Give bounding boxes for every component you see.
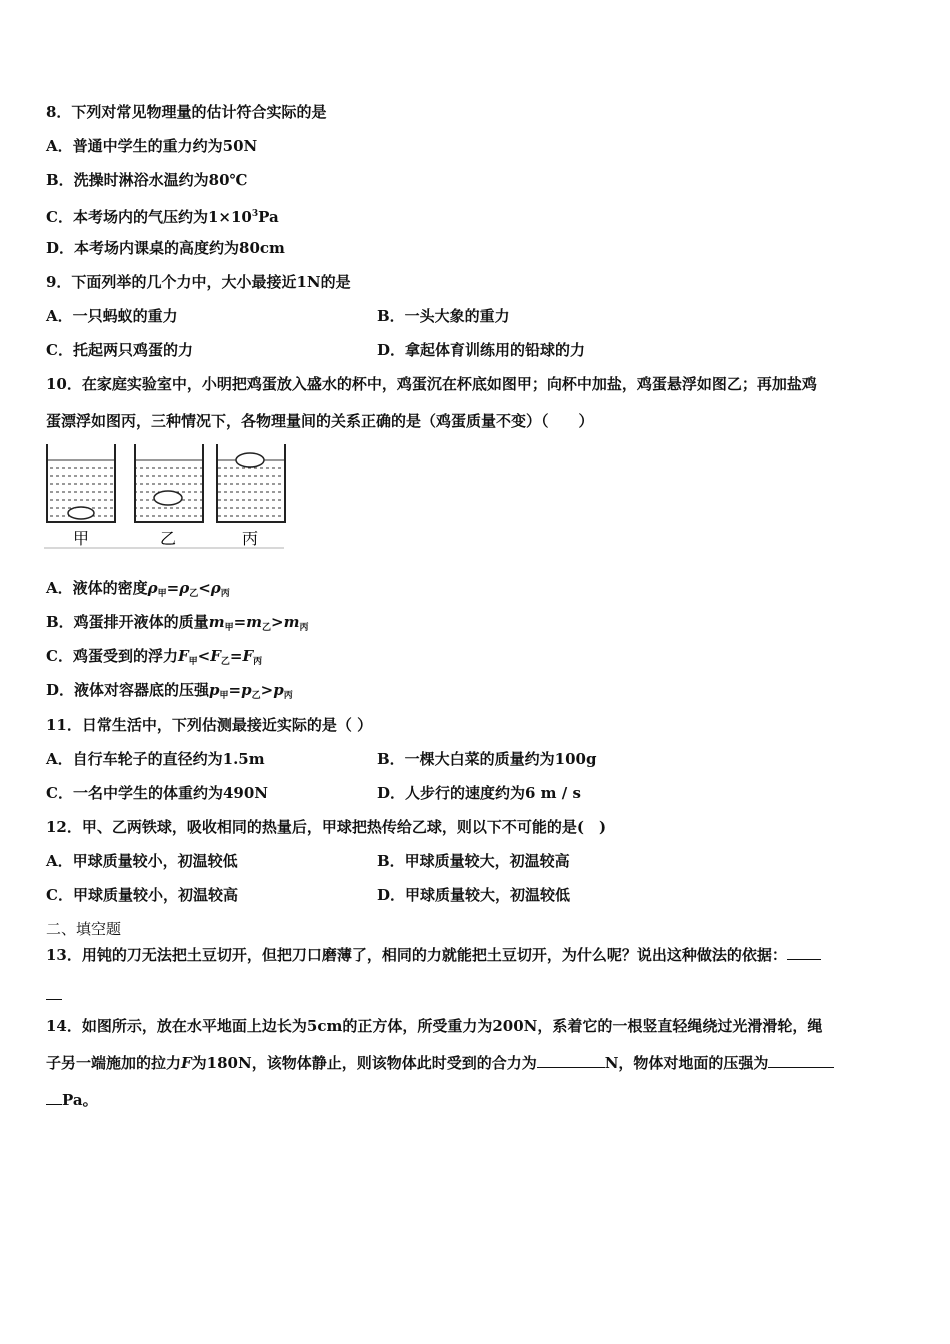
q10-d-text: D．液体对容器底的压强 bbox=[46, 681, 210, 699]
q10-d-sym2: p bbox=[241, 681, 252, 699]
q8-option-b: B．洗操时淋浴水温约为80℃ bbox=[46, 171, 248, 189]
q10-b-sub1: 甲 bbox=[224, 623, 234, 633]
q10-a-sym1: ρ bbox=[147, 579, 158, 597]
q10-c-sym3: F bbox=[242, 647, 254, 665]
q12-option-c: C．甲球质量较小，初温较高 bbox=[46, 886, 238, 904]
q10-a-sub2: 乙 bbox=[189, 589, 199, 599]
q10-c-sub2: 乙 bbox=[220, 657, 230, 667]
q10-c-text: C．鸡蛋受到的浮力 bbox=[46, 647, 178, 665]
q8-option-d: D．本考场内课桌的高度约为80cm bbox=[46, 239, 285, 257]
q14-line2 bbox=[46, 1053, 834, 1073]
q10-b-op2: > bbox=[271, 613, 284, 631]
q8-option-c bbox=[46, 204, 279, 227]
label-jia: 甲 bbox=[72, 529, 90, 548]
q10-d-sub1: 甲 bbox=[219, 691, 229, 701]
q13-line1 bbox=[46, 945, 821, 965]
q12-option-a: A．甲球质量较小，初温较低 bbox=[46, 852, 238, 870]
q14-unit-pa: Pa。 bbox=[62, 1091, 98, 1109]
q10-a-sub1: 甲 bbox=[157, 589, 167, 599]
q10-b-op1: = bbox=[233, 613, 247, 631]
q10-option-b bbox=[46, 612, 309, 638]
q13-answer-blank[interactable] bbox=[787, 945, 821, 960]
q10-d-op2: > bbox=[260, 681, 274, 699]
q10-option-d bbox=[46, 680, 293, 706]
q10-a-op1: = bbox=[166, 579, 180, 597]
q9-option-a: A．一只蚂蚁的重力 bbox=[46, 307, 178, 325]
q13-line2 bbox=[46, 985, 62, 1005]
q8-option-a: A．普通中学生的重力约为50N bbox=[46, 137, 258, 155]
q10-a-text: A．液体的密度 bbox=[46, 579, 148, 597]
q11-option-b: B．一棵大白菜的质量约为100g bbox=[377, 750, 597, 768]
beaker-jia bbox=[47, 444, 115, 522]
q9-option-b: B．一头大象的重力 bbox=[377, 307, 510, 325]
q10-b-text: B．鸡蛋排开液体的质量 bbox=[46, 613, 209, 631]
q14-line1: 14．如图所示，放在水平地面上边长为5cm的正方体，所受重力为200N，系着它的一根竖直轻绳绕过光滑滑轮，绳 bbox=[46, 1017, 823, 1035]
beaker-bing bbox=[217, 444, 285, 522]
q11-option-c: C．一名中学生的体重约为490N bbox=[46, 784, 268, 802]
q10-d-sym1: p bbox=[209, 681, 220, 699]
q9-option-c: C．托起两只鸡蛋的力 bbox=[46, 341, 193, 359]
q10-d-sub3: 丙 bbox=[283, 691, 293, 701]
egg-bing bbox=[236, 453, 264, 467]
q10-d-sym3: p bbox=[273, 681, 284, 699]
q10-option-a bbox=[46, 578, 230, 604]
q8-option-c-text: C．本考场内的气压约为1×10 bbox=[46, 208, 252, 226]
q11-option-a: A．自行车轮子的直径约为1.5m bbox=[46, 750, 265, 768]
q12-option-d: D．甲球质量较大，初温较低 bbox=[377, 886, 571, 904]
q12-stem: 12．甲、乙两铁球，吸收相同的热量后，甲球把热传给乙球，则以下不可能的是( ) bbox=[46, 818, 607, 836]
q10-a-sym2: ρ bbox=[179, 579, 190, 597]
q10-option-c bbox=[46, 646, 262, 672]
q10-d-op1: = bbox=[228, 681, 242, 699]
q10-c-op2: = bbox=[229, 647, 243, 665]
q8-stem: 8．下列对常见物理量的估计符合实际的是 bbox=[46, 103, 327, 121]
q9-stem: 9．下面列举的几个力中，大小最接近1N的是 bbox=[46, 273, 351, 291]
q9-option-d: D．拿起体育训练用的铅球的力 bbox=[377, 341, 586, 359]
q10-b-sub2: 乙 bbox=[262, 623, 272, 633]
q10-stem-line2: 蛋漂浮如图丙，三种情况下，各物理量间的关系正确的是（鸡蛋质量不变）（ ） bbox=[46, 412, 594, 430]
q10-c-sym2: F bbox=[210, 647, 221, 665]
q11-option-d: D．人步行的速度约为6 m / s bbox=[377, 784, 581, 802]
q14-text-c: N，物体对地面的压强为 bbox=[604, 1054, 769, 1072]
egg-yi bbox=[154, 491, 182, 505]
q10-c-sym1: F bbox=[177, 647, 189, 665]
q14-pressure-blank-cont[interactable] bbox=[46, 1090, 62, 1105]
q14-text-a: 子另一端施加的拉力 bbox=[46, 1054, 182, 1072]
q14-net-force-blank[interactable] bbox=[537, 1053, 605, 1068]
q10-c-sub3: 丙 bbox=[253, 657, 263, 667]
q13-text: 13．用钝的刀无法把土豆切开，但把刀口磨薄了，相同的力就能把土豆切开，为什么呢？说出这种做法的依据： bbox=[46, 946, 787, 964]
q8-option-c-exponent: 3 bbox=[251, 209, 259, 219]
q10-b-sub3: 丙 bbox=[299, 623, 309, 633]
q10-a-sym3: ρ bbox=[210, 579, 221, 597]
q10-c-sub1: 甲 bbox=[188, 657, 198, 667]
q14-text-b: 为180N，该物体静止，则该物体此时受到的合力为 bbox=[191, 1054, 537, 1072]
q10-stem-line1: 10．在家庭实验室中，小明把鸡蛋放入盛水的杯中，鸡蛋沉在杯底如图甲；向杯中加盐，鸡蛋悬浮如图乙；再加盐鸡 bbox=[46, 375, 817, 393]
q11-stem: 11．日常生活中，下列估测最接近实际的是（ ） bbox=[46, 716, 373, 734]
q14-pressure-blank[interactable] bbox=[768, 1053, 834, 1068]
q8-option-c-unit: Pa bbox=[258, 208, 279, 226]
q10-b-sym2: m bbox=[246, 613, 263, 631]
q14-line3 bbox=[46, 1090, 98, 1110]
beaker-yi bbox=[135, 444, 203, 522]
q12-option-b: B．甲球质量较大，初温较高 bbox=[377, 852, 570, 870]
egg-beakers-figure bbox=[44, 440, 286, 552]
q10-d-sub2: 乙 bbox=[251, 691, 261, 701]
q13-answer-blank-cont[interactable] bbox=[46, 985, 62, 1000]
egg-jia bbox=[68, 507, 94, 519]
q10-c-op1: < bbox=[197, 647, 211, 665]
q10-a-sub3: 丙 bbox=[220, 589, 230, 599]
q14-symbol-F: F bbox=[181, 1054, 192, 1072]
q10-a-op2: < bbox=[198, 579, 211, 597]
label-bing: 丙 bbox=[241, 529, 259, 548]
section-title-fill-in: 二、填空题 bbox=[46, 920, 122, 938]
q10-b-sym1: m bbox=[208, 613, 225, 631]
label-yi: 乙 bbox=[159, 529, 177, 548]
q10-b-sym3: m bbox=[283, 613, 300, 631]
